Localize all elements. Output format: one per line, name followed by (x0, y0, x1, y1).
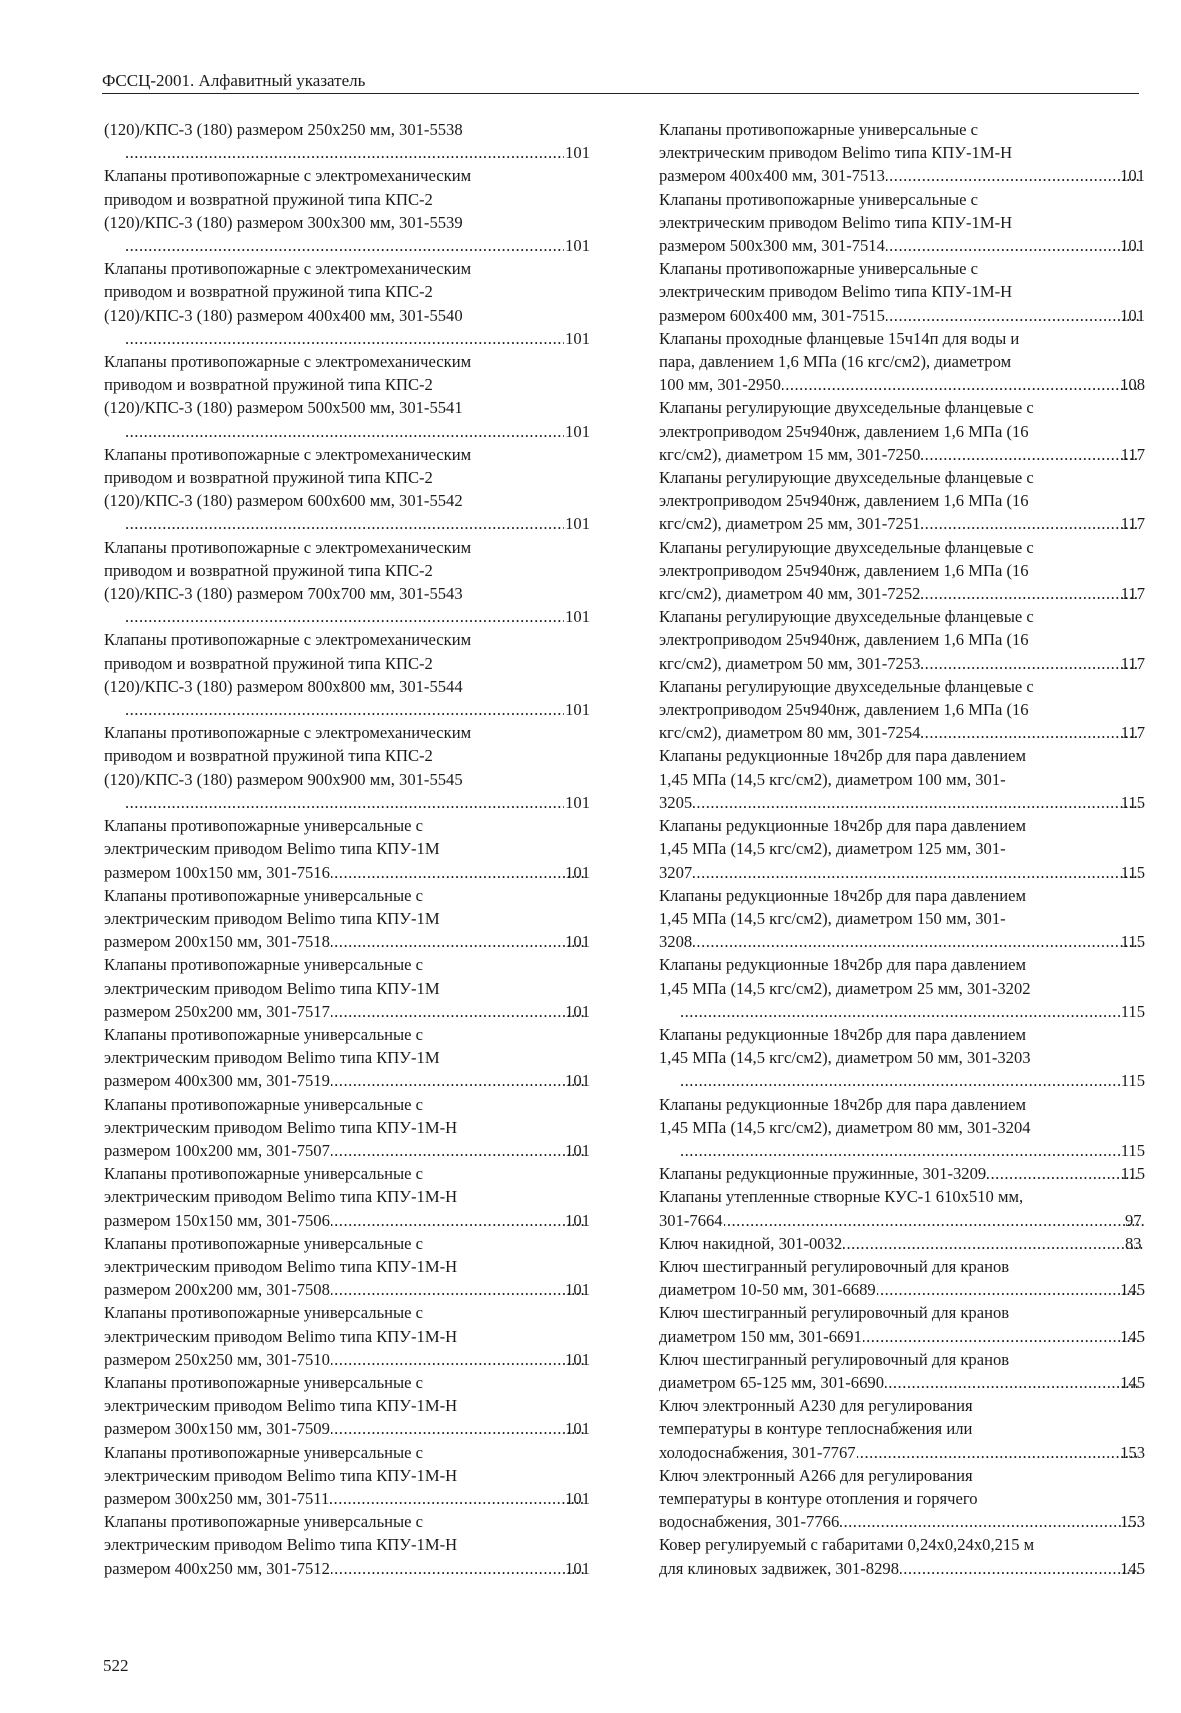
entry-text: электрическим приводом Belimo типа КПУ-1М (104, 1048, 440, 1068)
dot-leader (331, 1557, 584, 1580)
index-entry (104, 164, 590, 257)
entry-text: Ключ шестигранный регулировочный для кранов (659, 1303, 1010, 1323)
entry-text: температуры в контуре отопления и горячего (659, 1488, 978, 1508)
dot-leader (693, 791, 1140, 814)
entry-text: Клапаны редукционные 18ч2бр для пара давлением (659, 746, 1027, 766)
entry-text: Клапаны противопожарные универсальные с (104, 955, 424, 975)
entry-text: электрическим приводом Belimo типа КПУ-1М-Н (104, 1535, 458, 1555)
dot-leader (840, 1510, 1139, 1533)
index-entry (659, 744, 1145, 814)
entry-text: Ключ электронный А230 для регулирования (659, 1396, 973, 1416)
entry-line: 301-7664 ..... 97 (679, 1209, 1145, 1232)
entry-line (104, 1417, 590, 1440)
entry-text: (120)/КПС-3 (180) размером 400х400 мм, 301-5540 (104, 305, 463, 325)
entry-page-ref: 101 (1120, 236, 1145, 256)
entry-text: (120)/КПС-3 (180) размером 800х800 мм, 301-5544 (104, 676, 463, 696)
entry-page-ref: 153 (1120, 1442, 1145, 1462)
entry-text: (120)/КПС-3 (180) размером 250х250 мм, 301-5538 (104, 120, 463, 139)
entry-page-ref: 101 (565, 1001, 590, 1021)
entry-line (659, 791, 1145, 814)
entry-text: 1,45 МПа (14,5 кгс/см2), диаметром 25 мм, 301-3202 (659, 978, 1031, 998)
entry-text: водоснабжения, 301-7766 (659, 1512, 840, 1532)
index-entry (659, 257, 1145, 327)
entry-text: Клапаны регулирующие двухседельные фланцевые с (659, 468, 1034, 488)
index-entry (659, 1533, 1145, 1579)
dot-leader (331, 1000, 584, 1023)
entry-page-ref: 101 (565, 1280, 590, 1300)
entry-text: (120)/КПС-3 (180) размером 600х600 мм, 301-5542 (104, 491, 463, 511)
index-entry (104, 1301, 590, 1371)
entry-text: Клапаны редукционные 18ч2бр для пара давлением (659, 1094, 1027, 1114)
entry-page-ref: 117 (1120, 653, 1145, 673)
entry-line (659, 861, 1145, 884)
entry-page-ref: 115 (1120, 1140, 1145, 1160)
entry-page-ref: 145 (1120, 1280, 1145, 1300)
index-entry (659, 1023, 1145, 1093)
index-entry (104, 953, 590, 1023)
entry-line (124, 698, 590, 721)
entry-text: Клапаны регулирующие двухседельные фланцевые с (659, 607, 1034, 627)
dot-leader (782, 373, 1139, 396)
entry-page-ref: 101 (565, 700, 590, 720)
entry-text: 3208 (659, 932, 693, 952)
entry-text: электроприводом 25ч940нж, давлением 1,6 МПа (16 (659, 700, 1029, 720)
entry-text: размером 400х300 мм, 301-7519 (104, 1071, 330, 1091)
running-header (102, 70, 1139, 94)
dot-leader (125, 512, 564, 535)
dot-leader (331, 1069, 584, 1092)
entry-page-ref: 101 (565, 1210, 590, 1230)
index-entry (659, 814, 1145, 884)
entry-line (659, 304, 1145, 327)
entry-text: Клапаны противопожарные универсальные с (104, 1512, 424, 1532)
entry-text: электроприводом 25ч940нж, давлением 1,6 МПа (16 (659, 630, 1029, 650)
index-entry (104, 1232, 590, 1302)
entry-text: электрическим приводом Belimo типа КПУ-1М (104, 839, 440, 859)
entry-line (104, 1278, 590, 1301)
dot-leader (331, 861, 584, 884)
index-entry (659, 466, 1145, 536)
entry-line (124, 512, 590, 535)
index-entry (659, 536, 1145, 606)
dot-leader (331, 1209, 584, 1232)
index-entry (659, 953, 1145, 1023)
index-entry (659, 1162, 1145, 1185)
entry-line: Ключ накидной, 301-0032 ..... 83 (679, 1232, 1145, 1255)
entry-page-ref: 115 (1120, 1071, 1145, 1091)
entry-line (124, 791, 590, 814)
entry-text: Клапаны противопожарные универсальные с (104, 1024, 424, 1044)
entry-line (659, 1557, 1145, 1580)
entry-page-ref: 101 (565, 862, 590, 882)
entry-line (659, 164, 1145, 187)
dot-leader (886, 164, 1139, 187)
dot-leader (987, 1162, 1140, 1185)
entry-line (124, 141, 590, 164)
entry-page-ref: 115 (1120, 1001, 1145, 1021)
index-entry (659, 1394, 1145, 1464)
entry-line (104, 1139, 590, 1162)
entry-text: приводом и возвратной пружиной типа КПС-2 (104, 746, 433, 766)
entry-line (659, 1371, 1145, 1394)
entry-text: размером 500х300 мм, 301-7514 (659, 236, 885, 256)
entry-text: электроприводом 25ч940нж, давлением 1,6 МПа (16 (659, 560, 1029, 580)
entry-text: Клапаны противопожарные универсальные с (659, 120, 979, 139)
entry-line (104, 861, 590, 884)
entry-page-ref: 115 (1120, 862, 1145, 882)
entry-page-ref: 101 (565, 421, 590, 441)
entry-text: размером 300х250 мм, 301-7511 (104, 1488, 330, 1508)
entry-text: Клапаны противопожарные универсальные с (104, 1372, 424, 1392)
entry-text: размером 100х200 мм, 301-7507 (104, 1140, 330, 1160)
entry-text: 1,45 МПа (14,5 кгс/см2), диаметром 100 мм, 301- (659, 769, 1006, 789)
dot-leader (125, 420, 564, 443)
entry-text: Клапаны противопожарные универсальные с (104, 885, 424, 905)
entry-line (104, 1069, 590, 1092)
entry-text: приводом и возвратной пружиной типа КПС-2 (104, 560, 433, 580)
entry-text: 301-7664 (659, 1210, 723, 1230)
dot-leader (693, 861, 1140, 884)
entry-page-ref: 101 (1120, 166, 1145, 186)
entry-text: кгс/см2), диаметром 15 мм, 301-7250 (659, 444, 921, 464)
entry-text: приводом и возвратной пружиной типа КПС-2 (104, 653, 433, 673)
entry-page-ref: 145 (1120, 1558, 1145, 1578)
entry-text: электрическим приводом Belimo типа КПУ-1М-Н (104, 1187, 458, 1207)
entry-text: размером 300х150 мм, 301-7509 (104, 1419, 330, 1439)
entry-line (659, 234, 1145, 257)
entry-page-ref: 101 (565, 932, 590, 952)
entry-page-ref: 153 (1120, 1512, 1145, 1532)
dot-leader (921, 582, 1139, 605)
index-entry (104, 350, 590, 443)
index-entry (659, 118, 1145, 188)
entry-line (659, 721, 1145, 744)
entry-text: размером 150х150 мм, 301-7506 (104, 1210, 330, 1230)
index-entry (659, 1348, 1145, 1394)
entry-text: Клапаны противопожарные универсальные с (659, 189, 979, 209)
entry-text: Ключ шестигранный регулировочный для кранов (659, 1349, 1010, 1369)
dot-leader (886, 234, 1139, 257)
dot-leader (886, 304, 1139, 327)
entry-text: 1,45 МПа (14,5 кгс/см2), диаметром 150 мм, 301- (659, 908, 1006, 928)
entry-line (659, 1278, 1145, 1301)
entry-page-ref: 145 (1120, 1326, 1145, 1346)
dot-leader (331, 1278, 584, 1301)
entry-text: приводом и возвратной пружиной типа КПС-2 (104, 282, 433, 302)
entry-line (679, 1000, 1145, 1023)
entry-line (659, 930, 1145, 953)
entry-page-ref: 108 (1120, 375, 1145, 395)
entry-text: диаметром 65-125 мм, 301-6690 (659, 1372, 884, 1392)
dot-leader (331, 1417, 584, 1440)
dot-leader (885, 1371, 1139, 1394)
entry-text: Клапаны регулирующие двухседельные фланцевые с (659, 398, 1034, 418)
entry-text: Клапаны противопожарные с электромеханическим (104, 259, 472, 279)
entry-text: 1,45 МПа (14,5 кгс/см2), диаметром 80 мм, 301-3204 (659, 1117, 1031, 1137)
entry-text: приводом и возвратной пружиной типа КПС-2 (104, 468, 433, 488)
entry-line (659, 443, 1145, 466)
dot-leader (680, 1000, 1120, 1023)
entry-text: размером 250х250 мм, 301-7510 (104, 1349, 330, 1369)
entry-text: Клапаны противопожарные с электромеханическим (104, 352, 472, 372)
index-entry (659, 1301, 1145, 1347)
entry-line (659, 652, 1145, 675)
dot-leader (877, 1278, 1139, 1301)
dot-leader (331, 1139, 584, 1162)
dot-leader (680, 1069, 1120, 1092)
entry-text: электрическим приводом Belimo типа КПУ-1М (104, 908, 440, 928)
entry-text: Ключ накидной, 301-0032 (659, 1233, 843, 1253)
entry-page-ref: 101 (565, 236, 590, 256)
entry-text: для клиновых задвижек, 301-8298 (659, 1558, 899, 1578)
index-entry (659, 884, 1145, 954)
entry-text: (120)/КПС-3 (180) размером 700х700 мм, 301-5543 (104, 584, 463, 604)
index-entry (104, 1441, 590, 1511)
entry-text: кгс/см2), диаметром 50 мм, 301-7253 (659, 653, 921, 673)
entry-line (659, 1162, 1145, 1185)
dot-leader (330, 1487, 584, 1510)
entry-text: Ковер регулируемый с габаритами 0,24х0,24х0,215 м (659, 1535, 1035, 1555)
entry-page-ref: 101 (565, 143, 590, 163)
entry-text: (120)/КПС-3 (180) размером 300х300 мм, 301-5539 (104, 212, 463, 232)
entry-line (124, 605, 590, 628)
entry-text: Ключ электронный А266 для регулирования (659, 1465, 973, 1485)
entry-text: Клапаны проходные фланцевые 15ч14п для воды и (659, 328, 1020, 348)
entry-line (679, 1069, 1145, 1092)
entry-text: 1,45 МПа (14,5 кгс/см2), диаметром 125 мм, 301- (659, 839, 1006, 859)
entry-text: электрическим приводом Belimo типа КПУ-1М-Н (659, 212, 1013, 232)
dot-leader (921, 443, 1139, 466)
entry-text: (120)/КПС-3 (180) размером 500х500 мм, 301-5541 (104, 398, 463, 418)
index-entry (104, 1093, 590, 1163)
entry-text: приводом и возвратной пружиной типа КПС-2 (104, 189, 433, 209)
dot-leader (680, 1139, 1120, 1162)
entry-text: Клапаны противопожарные универсальные с (104, 1094, 424, 1114)
entry-text: (120)/КПС-3 (180) размером 900х900 мм, 301-5545 (104, 769, 463, 789)
dot-leader (900, 1557, 1139, 1580)
entry-line (124, 327, 590, 350)
entry-text: Ключ шестигранный регулировочный для кранов (659, 1256, 1010, 1276)
index-entry (659, 1464, 1145, 1534)
entry-text: Клапаны противопожарные универсальные с (104, 816, 424, 836)
entry-line (659, 1325, 1145, 1348)
entry-text: 1,45 МПа (14,5 кгс/см2), диаметром 50 мм, 301-3203 (659, 1048, 1031, 1068)
entry-page-ref: 101 (565, 1419, 590, 1439)
dot-leader (921, 721, 1139, 744)
entry-page-ref: 115 (1120, 932, 1145, 952)
entry-page-ref: 101 (565, 328, 590, 348)
entry-page-ref: 117 (1120, 723, 1145, 743)
index-entry (659, 1232, 1145, 1255)
dot-leader (724, 1209, 1144, 1232)
entry-line (104, 1557, 590, 1580)
dot-leader (921, 512, 1139, 535)
entry-text: Клапаны редукционные 18ч2бр для пара давлением (659, 955, 1027, 975)
dot-leader (921, 652, 1139, 675)
entry-line (659, 512, 1145, 535)
index-entry (104, 536, 590, 629)
dot-leader (125, 698, 564, 721)
index-entry (104, 443, 590, 536)
index-entry (659, 605, 1145, 675)
entry-text: размером 400х250 мм, 301-7512 (104, 1558, 330, 1578)
index-entry (104, 721, 590, 814)
entry-text: Клапаны регулирующие двухседельные фланцевые с (659, 676, 1034, 696)
dot-leader (125, 234, 564, 257)
dot-leader (125, 791, 564, 814)
entry-line (104, 930, 590, 953)
entry-text: размером 200х150 мм, 301-7518 (104, 932, 330, 952)
entry-line (659, 1510, 1145, 1533)
entry-text: температуры в контуре теплоснабжения или (659, 1419, 973, 1439)
entry-text: размером 250х200 мм, 301-7517 (104, 1001, 330, 1021)
page-number: 522 (103, 1656, 129, 1675)
entry-page-ref: 145 (1120, 1372, 1145, 1392)
entry-line (104, 1487, 590, 1510)
entry-text: размером 600х400 мм, 301-7515 (659, 305, 885, 325)
entry-text: Клапаны противопожарные универсальные с (659, 259, 979, 279)
entry-text: диаметром 150 мм, 301-6691 (659, 1326, 862, 1346)
entry-text: Клапаны регулирующие двухседельные фланцевые с (659, 537, 1034, 557)
entry-page-ref: 101 (565, 514, 590, 534)
entry-line (124, 420, 590, 443)
entry-page-ref: 101 (565, 1488, 590, 1508)
entry-text: электрическим приводом Belimo типа КПУ-1М-Н (104, 1326, 458, 1346)
entry-page-ref: 117 (1120, 514, 1145, 534)
index-column-right (659, 118, 1145, 1580)
entry-text: Клапаны противопожарные универсальные с (104, 1442, 424, 1462)
entry-page-ref: 101 (565, 1349, 590, 1369)
index-entry (659, 675, 1145, 745)
entry-page-ref: 117 (1120, 584, 1145, 604)
entry-text: Клапаны противопожарные с электромеханическим (104, 723, 472, 743)
entry-text: кгс/см2), диаметром 25 мм, 301-7251 (659, 514, 921, 534)
header-title: ФССЦ-2001. Алфавитный указатель (102, 71, 366, 90)
dot-leader (331, 930, 584, 953)
dot-leader (331, 1348, 584, 1371)
entry-text: электрическим приводом Belimo типа КПУ-1М-Н (104, 1396, 458, 1416)
entry-line (659, 1441, 1145, 1464)
entry-text: 3207 (659, 862, 693, 882)
entry-line (104, 1348, 590, 1371)
entry-page-ref: 101 (1120, 305, 1145, 325)
entry-text: электрическим приводом Belimo типа КПУ-1М-Н (659, 282, 1013, 302)
index-entry (104, 1162, 590, 1232)
entry-text: Клапаны противопожарные с электромеханическим (104, 166, 472, 186)
index-entry (659, 188, 1145, 258)
index-entry (104, 814, 590, 884)
dot-leader (125, 141, 564, 164)
entry-line (679, 1139, 1145, 1162)
index-entry (104, 1510, 590, 1580)
entry-line (104, 1209, 590, 1232)
entry-text: кгс/см2), диаметром 80 мм, 301-7254 (659, 723, 921, 743)
index-entry (104, 1023, 590, 1093)
index-entry (659, 396, 1145, 466)
index-entry (104, 884, 590, 954)
entry-line (659, 582, 1145, 605)
entry-text: 100 мм, 301-2950 (659, 375, 781, 395)
entry-text: Клапаны редукционные 18ч2бр для пара давлением (659, 885, 1027, 905)
entry-text: электроприводом 25ч940нж, давлением 1,6 МПа (16 (659, 421, 1029, 441)
index-entry (659, 1185, 1145, 1231)
entry-line (124, 234, 590, 257)
entry-text: Клапаны утепленные створные КУС-1 610х510 мм, (659, 1187, 1024, 1207)
entry-text: Клапаны противопожарные универсальные с (104, 1303, 424, 1323)
entry-text: Клапаны редукционные 18ч2бр для пара давлением (659, 816, 1027, 836)
entry-text: Клапаны противопожарные с электромеханическим (104, 537, 472, 557)
entry-text: размером 400х400 мм, 301-7513 (659, 166, 885, 186)
index-entry (104, 118, 590, 164)
entry-text: кгс/см2), диаметром 40 мм, 301-7252 (659, 584, 921, 604)
entry-text: Клапаны противопожарные универсальные с (104, 1233, 424, 1253)
index-entry (659, 1093, 1145, 1163)
entry-text: холодоснабжения, 301-7767 (659, 1442, 856, 1462)
entry-text: диаметром 10-50 мм, 301-6689 (659, 1280, 876, 1300)
dot-leader (863, 1325, 1139, 1348)
dot-leader (843, 1232, 1144, 1255)
entry-text: Клапаны противопожарные с электромеханическим (104, 444, 472, 464)
entry-text: приводом и возвратной пружиной типа КПС-2 (104, 375, 433, 395)
index-column-left (104, 118, 590, 1580)
entry-text: Клапаны противопожарные с электромеханическим (104, 630, 472, 650)
entry-text: пара, давлением 1,6 МПа (16 кгс/см2), диаметром (659, 352, 1012, 372)
entry-page-ref: 101 (565, 1071, 590, 1091)
dot-leader (693, 930, 1140, 953)
entry-text: электрическим приводом Belimo типа КПУ-1М-Н (659, 143, 1013, 163)
entry-text: 3205 (659, 792, 693, 812)
entry-text: электрическим приводом Belimo типа КПУ-1М-Н (104, 1117, 458, 1137)
entry-text: размером 200х200 мм, 301-7508 (104, 1280, 330, 1300)
index-entry (104, 1371, 590, 1441)
entry-page-ref: 115 (1120, 792, 1145, 812)
entry-text: Клапаны противопожарные универсальные с (104, 1164, 424, 1184)
entry-page-ref: 117 (1120, 444, 1145, 464)
entry-text: электрическим приводом Belimo типа КПУ-1М-Н (104, 1256, 458, 1276)
entry-page-ref: 101 (565, 607, 590, 627)
entry-page-ref: 115 (1120, 1164, 1145, 1184)
dot-leader (125, 605, 564, 628)
index-entry (104, 628, 590, 721)
index-entry (659, 1255, 1145, 1301)
entry-text: электроприводом 25ч940нж, давлением 1,6 МПа (16 (659, 491, 1029, 511)
entry-line (104, 1000, 590, 1023)
entry-text: электрическим приводом Belimo типа КПУ-1М (104, 978, 440, 998)
entry-page-ref: 101 (565, 792, 590, 812)
index-entry (104, 257, 590, 350)
entry-text: Клапаны редукционные 18ч2бр для пара давлением (659, 1024, 1027, 1044)
dot-leader (125, 327, 564, 350)
entry-line (659, 373, 1145, 396)
dot-leader (857, 1441, 1140, 1464)
entry-page-ref: 101 (565, 1140, 590, 1160)
entry-text: размером 100х150 мм, 301-7516 (104, 862, 330, 882)
entry-page-ref: 101 (565, 1558, 590, 1578)
entry-text: Клапаны редукционные пружинные, 301-3209 (659, 1164, 987, 1184)
index-entry (659, 327, 1145, 397)
entry-text: электрическим приводом Belimo типа КПУ-1М-Н (104, 1465, 458, 1485)
